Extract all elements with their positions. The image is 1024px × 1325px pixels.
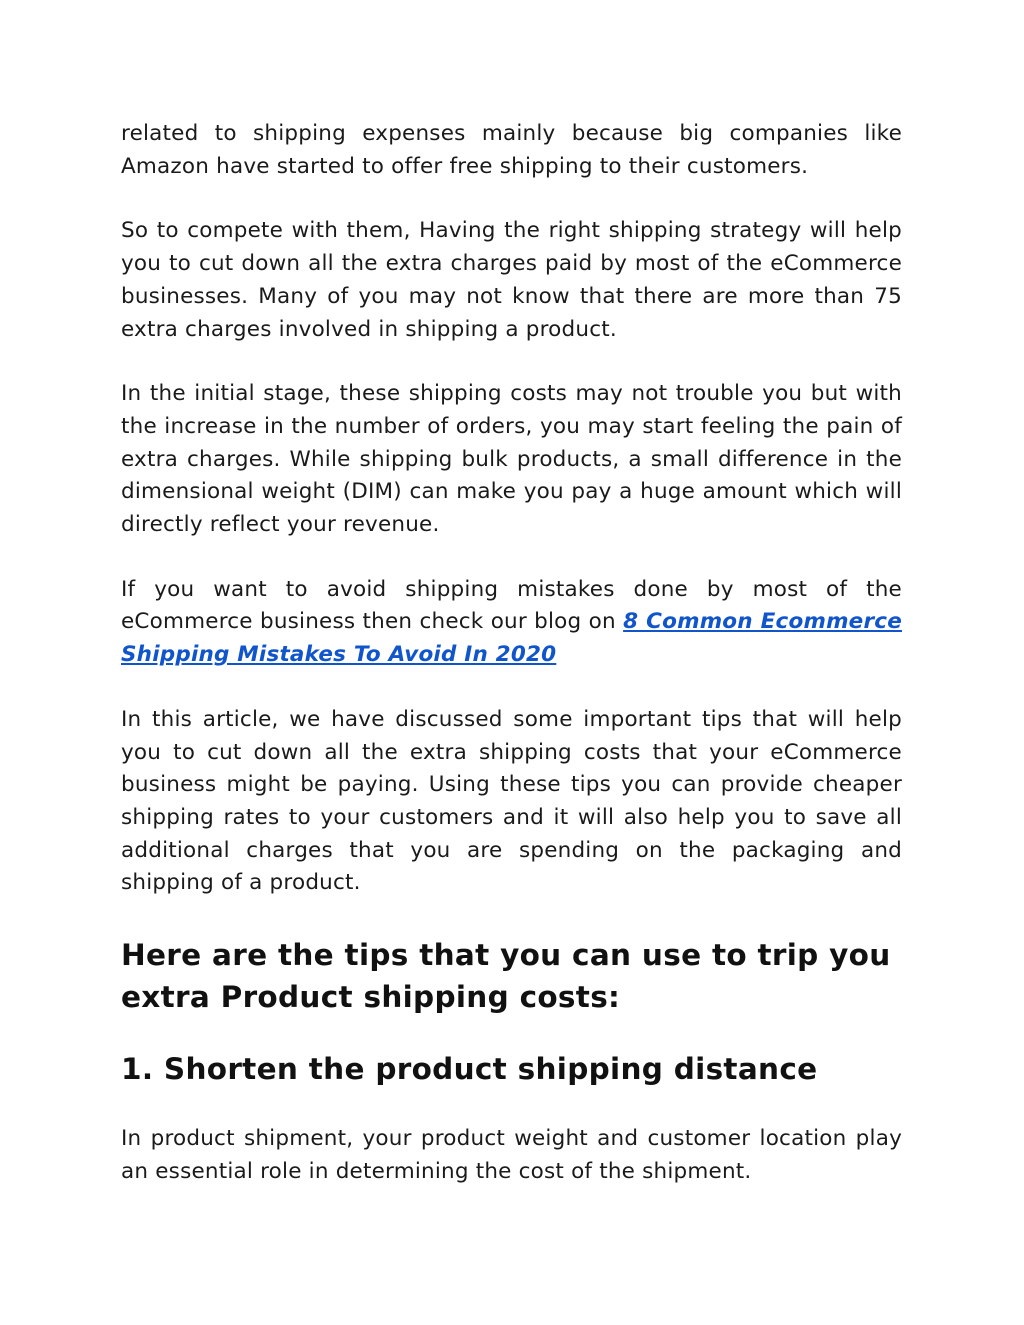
paragraph-initial-stage: In the initial stage, these shipping costs may not trouble you but with the increase in the number of orders, you may start feeling the pain of extra charges. While shipping bulk products, a small difference in the dimensional weight (DIM) can make you pay a huge amount which will directly reflect your revenue.	[121, 381, 902, 538]
document-page	[121, 118, 902, 1188]
paragraph-avoid-mistakes	[121, 574, 902, 672]
paragraph-compete: So to compete with them, Having the right shipping strategy will help you to cut down all the extra charges paid by most of the eCommerce businesses. Many of you may not know that there are more than 75 extra charges involved in shipping a product.	[121, 218, 902, 342]
paragraph-shipping-expenses: related to shipping expenses mainly because big companies like Amazon have started to offer free shipping to their customers.	[121, 121, 902, 179]
paragraph-article-intro: In this article, we have discussed some important tips that will help you to cut down all the extra shipping costs that your eCommerce business might be paying. Using these tips you can provide cheaper shipping rates to your customers and it will also help you to save all additional charges that you are spending on the packaging and shipping of a product.	[121, 706, 902, 896]
section-heading-shorten-distance: 1. Shorten the product shipping distance	[121, 1052, 818, 1087]
blog-link[interactable]: 8 Common Ecommerce Shipping Mistakes To Avoid In 2020	[121, 609, 902, 668]
paragraph-avoid-mistakes-text: If you want to avoid shipping mistakes done by most of the eCommerce business then check our blog on	[121, 576, 902, 635]
tips-heading: Here are the tips that you can use to trip you extra Product shipping costs:	[121, 938, 891, 1015]
paragraph-product-shipment: In product shipment, your product weight and customer location play an essential role in determining the cost of the shipment.	[121, 1126, 902, 1184]
